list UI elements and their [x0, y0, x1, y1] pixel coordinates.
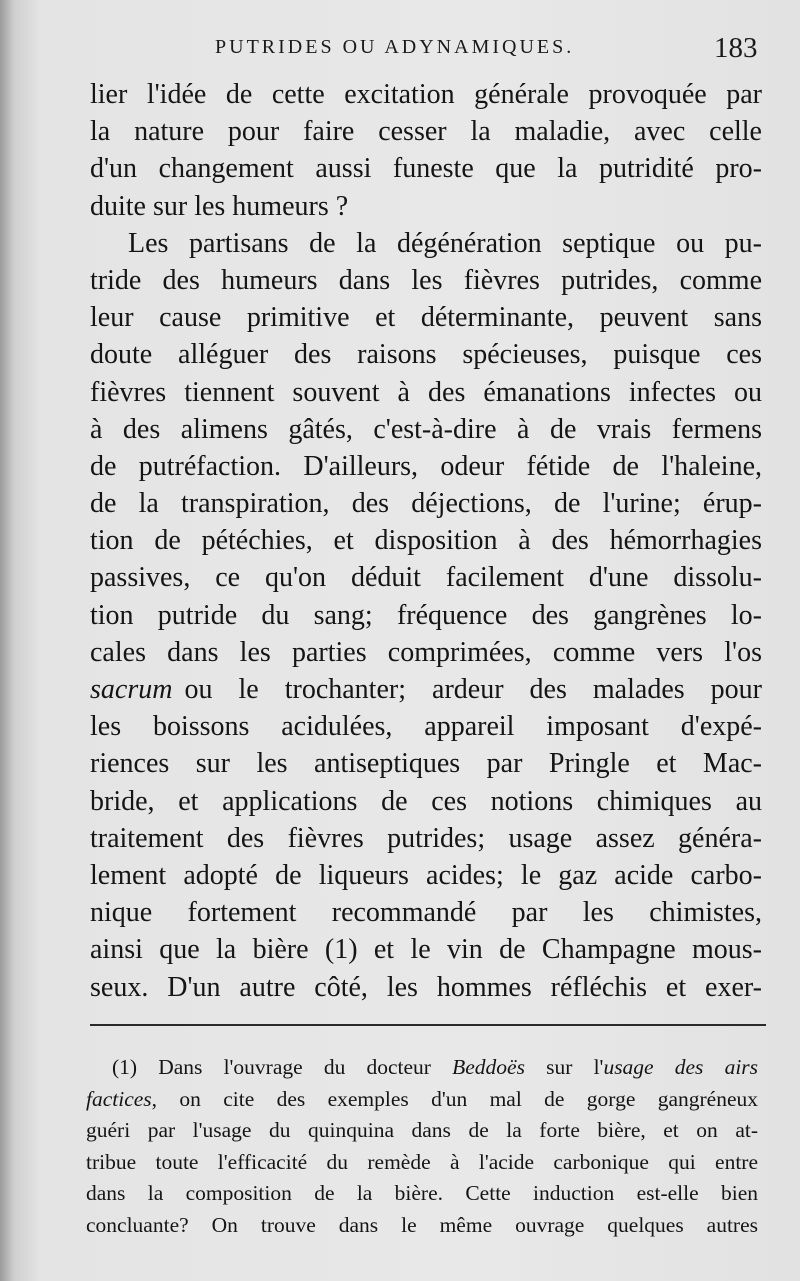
running-title: PUTRIDES OU ADYNAMIQUES.: [215, 36, 575, 58]
text-line: ainsi que la bière (1) et le vin de Champagne mous-: [90, 934, 762, 966]
text-line: lement adopté de liqueurs acides; le gaz acide carbo-: [90, 859, 762, 891]
footnote-author: Beddoës: [452, 1055, 525, 1079]
text-line: d'un changement aussi funeste que la putridité pro-: [90, 153, 762, 185]
text-line: leur cause primitive et déterminante, peuvent sans: [90, 302, 762, 334]
page-header: [0, 30, 800, 70]
text-line: seux. D'un autre côté, les hommes réfléchis et exer-: [90, 971, 762, 1003]
text-line: traitement des fièvres putrides; usage assez généra-: [90, 822, 762, 854]
text-line: les boissons acidulées, appareil imposant d'expé-: [90, 711, 762, 743]
footnote-line: [112, 1052, 758, 1084]
text-line: de la transpiration, des déjections, de l'urine; érup-: [90, 488, 762, 520]
text-line: tion putride du sang; fréquence des gangrènes lo-: [90, 599, 762, 631]
text-line: de putréfaction. D'ailleurs, odeur fétide de l'haleine,: [90, 450, 762, 482]
text-line: doute alléguer des raisons spécieuses, puisque ces: [90, 339, 762, 371]
text-line: la nature pour faire cesser la maladie, avec celle: [90, 116, 762, 148]
text-line: tride des humeurs dans les fièvres putrides, comme: [90, 264, 762, 296]
footnote-separator: [90, 1024, 766, 1026]
text-line: bride, et applications de ces notions chimiques au: [90, 785, 762, 817]
footnote-line: concluante? On trouve dans le même ouvrage quelques autres: [86, 1212, 758, 1237]
text-line: Les partisans de la dégénération septique ou pu-: [128, 227, 762, 259]
text-line: tion de pétéchies, et disposition à des hémorrhagies: [90, 525, 762, 557]
footnote-line: [86, 1084, 758, 1116]
text-line: duite sur les humeurs ?: [90, 190, 349, 222]
footnote-line: tribue toute l'efficacité du remède à l'acide carbonique qui entre: [86, 1149, 758, 1174]
footnote: [86, 1052, 759, 1241]
italic-term: sacrum: [90, 674, 173, 705]
text-line-with-italic: [90, 671, 762, 708]
main-text: [90, 76, 762, 1006]
text-line: lier l'idée de cette excitation générale provoquée par: [90, 79, 762, 110]
text-line: riences sur les antiseptiques par Pringle et Mac-: [90, 748, 762, 780]
footnote-line: guéri par l'usage du quinquina dans de la forte bière, et on at-: [86, 1118, 758, 1142]
footnote-work-title: usage des airs: [603, 1055, 759, 1079]
page-number: 183: [714, 32, 758, 64]
text-line: passives, ce qu'on déduit facilement d'une dissolu-: [90, 562, 762, 594]
text-line: cales dans les parties comprimées, comme vers l'os: [90, 636, 762, 668]
footnote-text: , on cite des exemples d'un mal de gorge gangréneux: [151, 1086, 758, 1111]
text-line: à des alimens gâtés, c'est-à-dire à de vrais fermens: [90, 413, 762, 445]
text-line-rest: ou le trochanter; ardeur des malades pour: [184, 674, 762, 705]
footnote-work-title: factices: [86, 1086, 152, 1111]
text-line: fièvres tiennent souvent à des émanations infectes ou: [90, 376, 762, 408]
footnote-line: dans la composition de la bière. Cette induction est-elle bien: [86, 1181, 758, 1205]
footnote-text: sur l': [546, 1055, 604, 1079]
text-line: nique fortement recommandé par les chimistes,: [90, 897, 762, 929]
footnote-text: (1) Dans l'ouvrage du docteur: [112, 1055, 431, 1079]
